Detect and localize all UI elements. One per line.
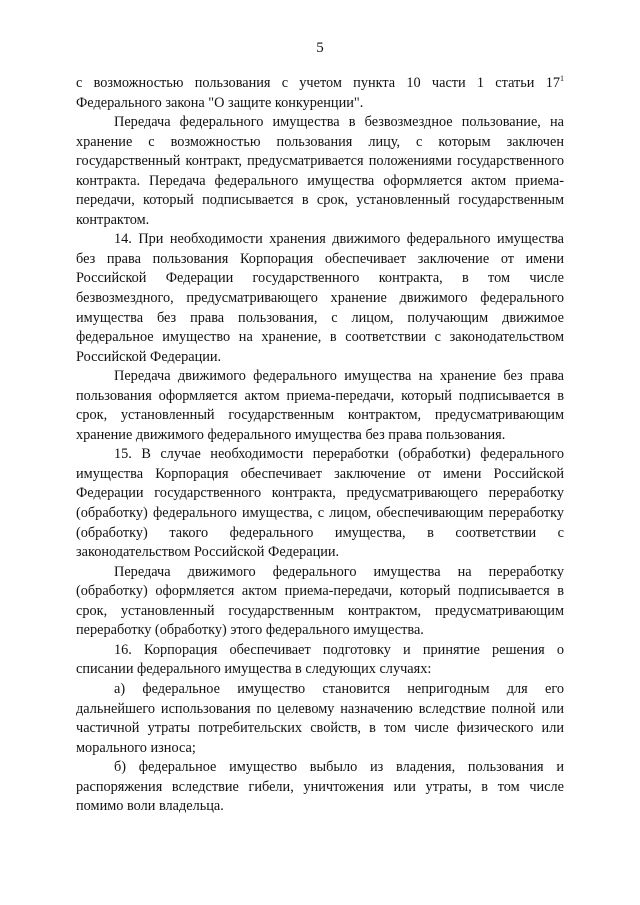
paragraph: Передача движимого федерального имущества на переработку (обработку) оформляется актом приема-передачи, который подписывается в срок, установленный государственным контрактом, предусматривающим переработку (обработку) этого федерального имущества. (76, 563, 564, 639)
paragraph-item-14: 14. При необходимости хранения движимого федерального имущества без права пользования Корпорация обеспечивает заключение от имени Российской Федерации государственного контракта, в том числе безвозмездного, предусматривающего хранение движимого федерального имущества без права пользования, с лицом, получающим движимое федеральное имущество на хранение, в соответствии с законодательством Российской Федерации. (76, 231, 564, 365)
paragraph: Передача движимого федерального имущества на хранение без права пользования оформляется актом приема-передачи, который подписывается в срок, установленный государственным контрактом, предусматривающим хранение движимого федерального имущества без права пользования. (76, 368, 564, 443)
paragraph-continuation (76, 74, 564, 113)
paragraph-text-after: Федерального закона "О защите конкуренции". (76, 94, 364, 111)
subitem-b: б) федеральное имущество выбыло из владения, пользования и распоряжения вследствие гибели, уничтожения или утраты, в том числе помимо воли владельца. (76, 759, 564, 815)
paragraph-item-16: 16. Корпорация обеспечивает подготовку и принятие решения о списании федерального имущества в следующих случаях: (76, 641, 564, 678)
paragraph-text: с возможностью пользования с учетом пункта 10 части 1 статьи 17 (76, 75, 560, 91)
paragraph: Передача федерального имущества в безвозмездное пользование, на хранение с возможностью пользования лицу, с которым заключен государственный контракт, предусматривается положениями государственного контракта. Передача федерального имущества оформляется актом приема-передачи, который подписывается в срок, установленный государственным контрактом. (76, 114, 564, 228)
superscript: 1 (560, 74, 564, 84)
subitem-a: а) федеральное имущество становится непригодным для его дальнейшего использования по целевому назначению вследствие полной или частичной утраты потребительских свойств, в том числе физического или морального износа; (76, 680, 564, 756)
document-body (76, 74, 564, 817)
page-number: 5 (316, 40, 324, 56)
paragraph-item-15: 15. В случае необходимости переработки (обработки) федерального имущества Корпорация обеспечивает заключение от имени Российской Федерации государственного контракта, предусматривающего переработку (обработку) федерального имущества, с лицом, обеспечивающим переработку (обработку) такого федерального имущества, в соответствии с законодательством Российской Федерации. (76, 446, 564, 561)
